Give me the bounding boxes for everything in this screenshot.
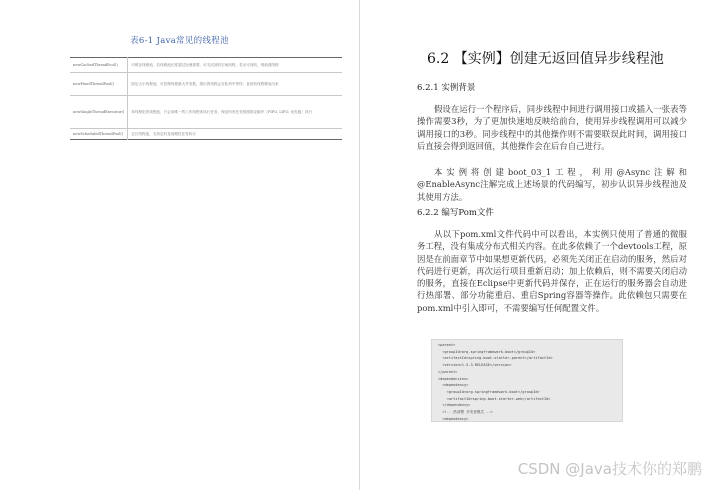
paragraph-project: 本实例将创建boot_03_1工程，利用@Async注解和@EnableAsync注解完成上述场景的代码编写，初步认识异步线程池及其使用方法。 bbox=[417, 167, 687, 202]
code-line: <dependency> bbox=[438, 416, 469, 421]
code-line: <version>1.5.3.RELEASE</version> bbox=[438, 363, 512, 368]
thread-pool-table bbox=[70, 57, 342, 140]
table-row bbox=[70, 96, 342, 129]
code-line: </parent> bbox=[438, 369, 458, 374]
subsection-title-pom: 6.2.2 编写Pom文件 bbox=[417, 208, 494, 218]
code-block bbox=[431, 339, 623, 422]
code-line: <groupId>org.springframework.boot</groupId> bbox=[438, 349, 536, 354]
code-line: <parent> bbox=[438, 343, 456, 347]
table-cell-method: newFixedThreadPool() bbox=[70, 73, 128, 96]
subsection-title-background: 6.2.1 实例背景 bbox=[417, 83, 476, 93]
code-line: </dependency> bbox=[438, 403, 471, 408]
table-row bbox=[70, 73, 342, 96]
table-cell-method: newScheduledThreadPool() bbox=[70, 129, 128, 140]
table-row bbox=[70, 129, 342, 140]
code-line: <dependency> bbox=[438, 383, 469, 388]
code-line: <dependencies> bbox=[438, 376, 469, 381]
left-page bbox=[0, 0, 359, 490]
watermark: CSDN @Java技术你的郑鹏 bbox=[517, 460, 702, 478]
section-title: 6.2 【实例】创建无返回值异步线程池 bbox=[427, 51, 664, 67]
table-cell-desc: 固定大小线程池，可控制线程最大并发数，超出的线程会在队列中等待，直到有线程释放出来 bbox=[128, 73, 342, 96]
table-caption: 表6-1 Java常见的线程池 bbox=[130, 36, 229, 46]
table-cell-desc: 定长线程池，支持定时及周期性任务执行 bbox=[131, 131, 196, 136]
code-line: <artifactId>spring-boot-starter-web</artifactId> bbox=[438, 396, 551, 401]
paragraph-background: 假设在运行一个程序后，同步线程中间进行调用接口或插入一张表等操作需要3秒，为了更加快速地反映给前台，使用异步线程调用可以减少调用接口的3秒。同步线程中的其他操作则不需要联误此时间，调用接口后直接会得到返回值，其他操作会在后台自己进行。 bbox=[417, 104, 687, 151]
table-cell-method: newSingleThreadExecutor() bbox=[70, 96, 128, 129]
table-cell-desc: 单线程化的线程池，只会用唯一的工作线程来执行任务，保证所有任务按照指定顺序（FIFO, LIFO, 优先级）执行 bbox=[128, 96, 342, 129]
code-line: <groupId>org.springframework.boot</groupId> bbox=[438, 389, 540, 394]
table-cell-method: newCachedThreadPool() bbox=[70, 58, 128, 73]
table-row bbox=[70, 58, 342, 73]
table-cell-desc: 可缓存线程池，若线程池长度超过处理需要，可灵活回收空闲线程，若无可回收，则新建线程 bbox=[128, 58, 342, 73]
code-line: <artifactId>spring-boot-starter-parent</artifactId> bbox=[438, 356, 553, 361]
paragraph-pom: 从以下pom.xml文件代码中可以看出，本实例只使用了普通的微服务工程，没有集成分布式相关内容。在此多依赖了一个devtools工程，原因是在前面章节中如果想更新代码，必须先关闭正在启动的服务，然后对代码进行更新，再次运行项目重新启动；加上依赖后，则不需要关闭启动的服务，直接在Eclipse中更新代码并保存，正在运行的服务器会自动进行热部署、部分功能重启、重启Spring容器等操作。此依赖包只需要在pom.xml中引入即可，不需要编写任何配置文件。 bbox=[417, 229, 687, 313]
code-line: <!-- 热部署 开发者模式 --> bbox=[438, 410, 493, 415]
right-page bbox=[360, 0, 720, 490]
